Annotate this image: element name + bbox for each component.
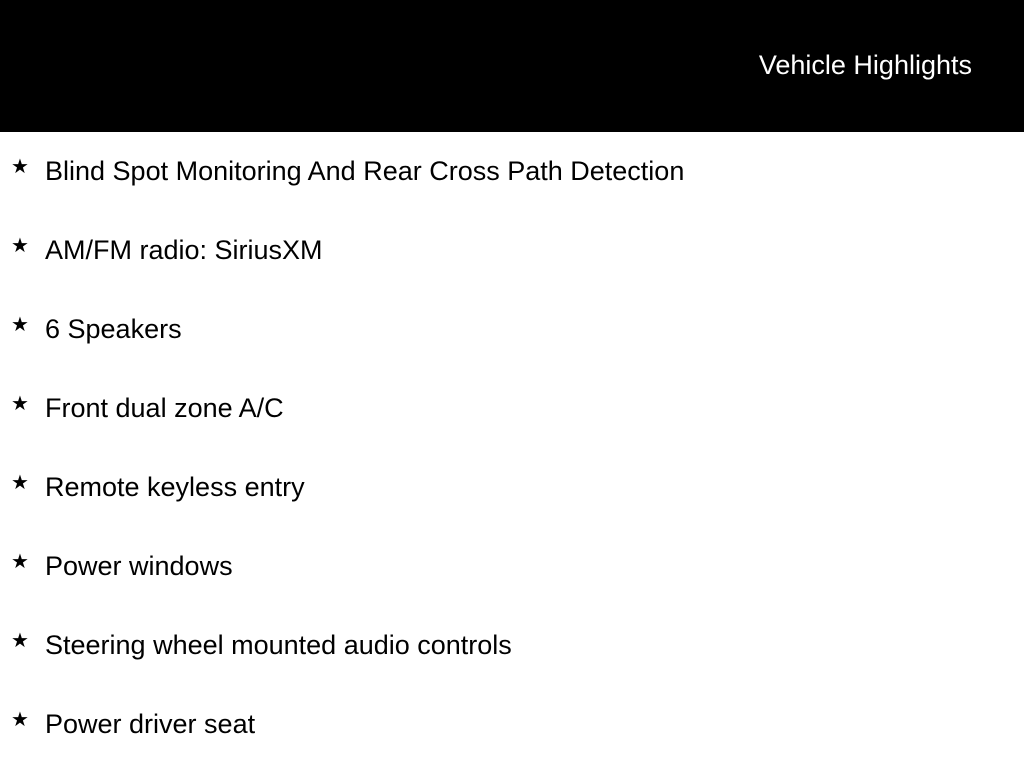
list-item: [0, 369, 1024, 448]
feature-list: [0, 132, 1024, 764]
star-icon: ★: [11, 156, 29, 178]
page-title: Vehicle Highlights: [758, 50, 972, 80]
star-icon: ★: [11, 551, 29, 573]
feature-label: Blind Spot Monitoring And Rear Cross Path Detection: [45, 156, 685, 186]
list-item: [0, 290, 1024, 369]
list-item: [0, 448, 1024, 527]
feature-label: Front dual zone A/C: [45, 393, 284, 423]
star-icon: ★: [11, 393, 29, 415]
feature-label: Steering wheel mounted audio controls: [45, 630, 512, 660]
star-icon: ★: [11, 630, 29, 652]
header-bar: [0, 0, 1024, 132]
feature-label: 6 Speakers: [45, 314, 182, 344]
feature-label: Power windows: [45, 551, 233, 581]
feature-label: AM/FM radio: SiriusXM: [45, 235, 323, 265]
list-item: [0, 685, 1024, 764]
list-item: [0, 132, 1024, 211]
star-icon: ★: [11, 235, 29, 257]
star-icon: ★: [11, 314, 29, 336]
list-item: [0, 606, 1024, 685]
list-item: [0, 527, 1024, 606]
list-item: [0, 211, 1024, 290]
star-icon: ★: [11, 472, 29, 494]
feature-label: Power driver seat: [45, 709, 256, 739]
star-icon: ★: [11, 709, 29, 731]
feature-label: Remote keyless entry: [45, 472, 305, 502]
